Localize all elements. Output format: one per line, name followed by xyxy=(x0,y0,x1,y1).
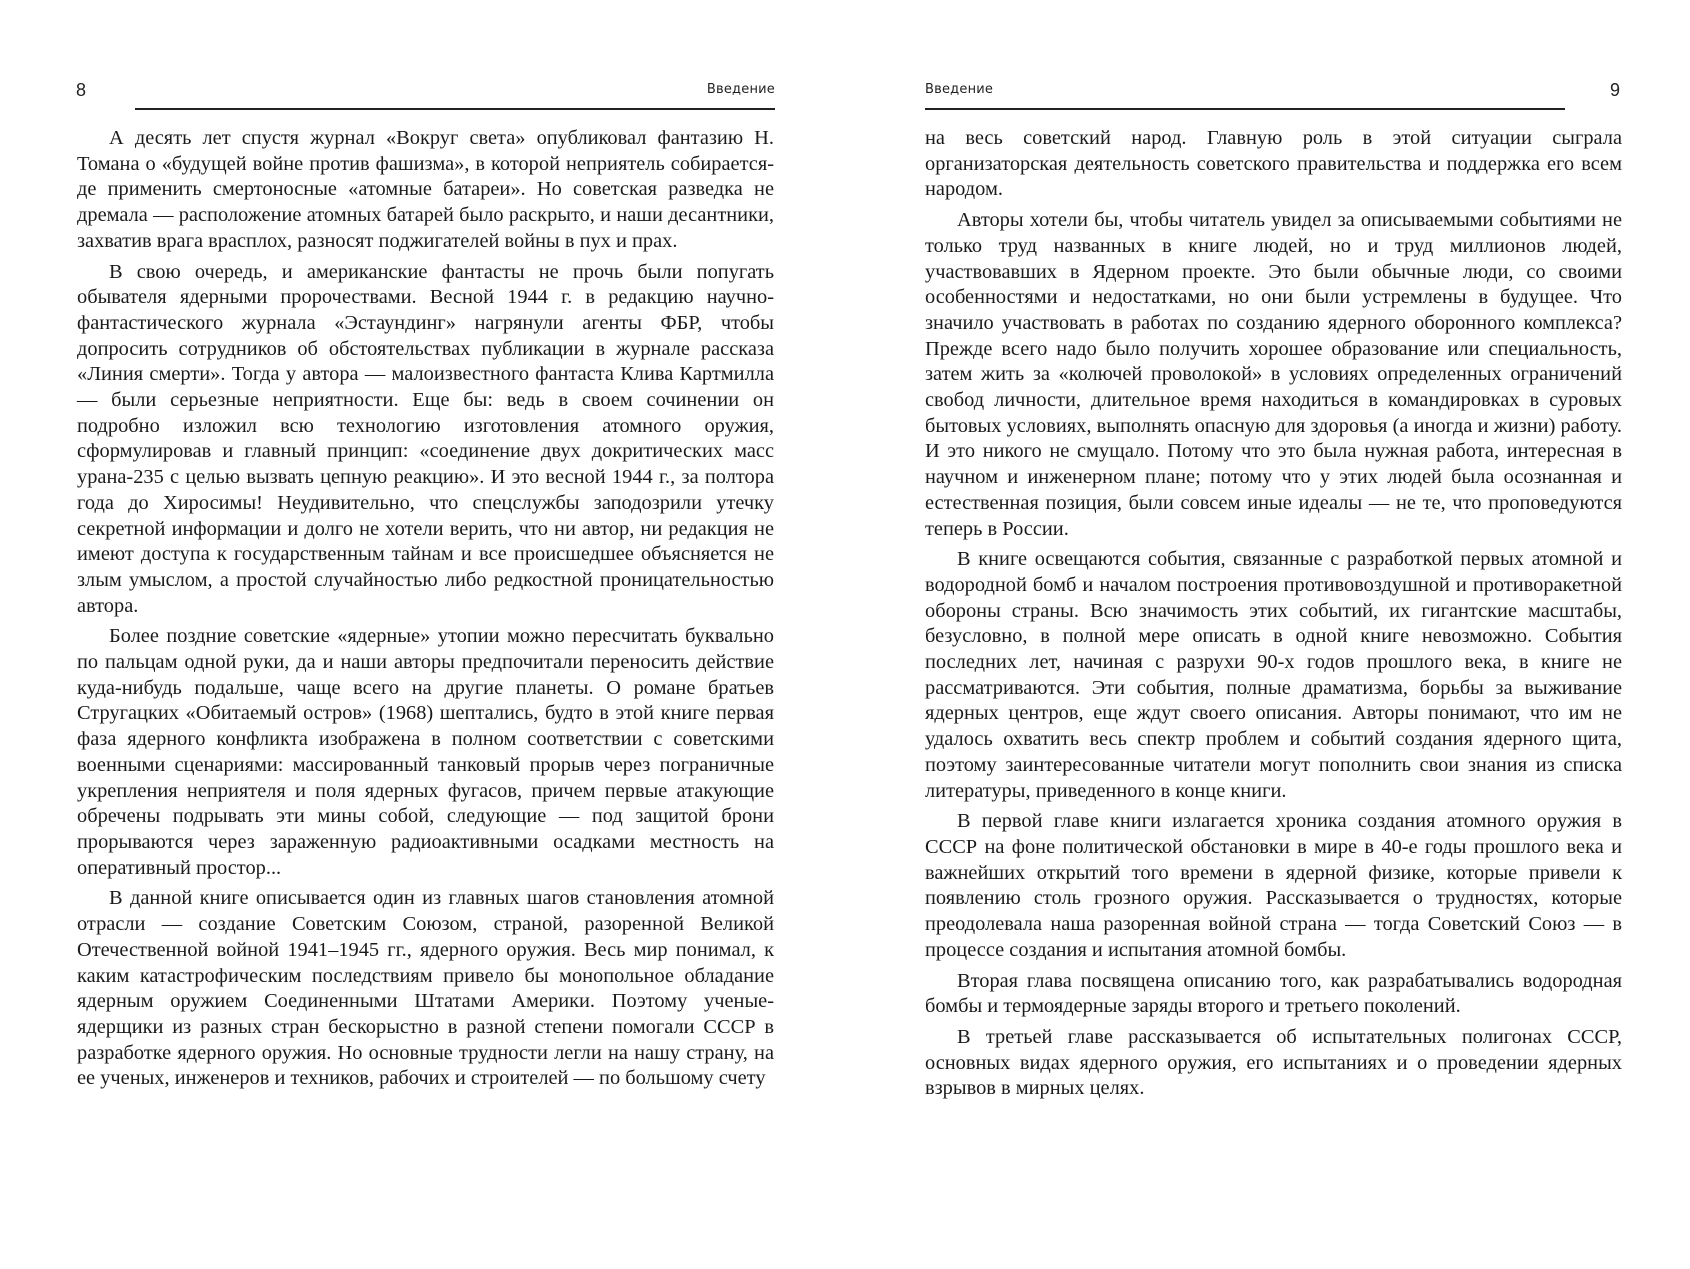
right-body-text xyxy=(925,126,1622,1107)
left-header-rule xyxy=(135,108,775,110)
right-page-number: 9 xyxy=(1609,80,1620,100)
paragraph: Вторая глава посвящена описанию того, как разрабатывались водородная бомбы и термоядерные заряды второго и третьего поколений. xyxy=(925,969,1622,1018)
right-running-head: Введение xyxy=(925,82,994,97)
paragraph: Авторы хотели бы, чтобы читатель увидел за описываемыми событиями не только труд названных в книге людей, но и труд миллионов людей, участвовавших в Ядерном проекте. Это были обычные люди, со своими особенностями и недостатками, но они были устремлены в будущее. Что значило участвовать в работах по созданию ядерного оборонного комплекса? Прежде всего надо было получить хорошее образование или специальность, затем жить за «колючей проволокой» в условиях определенных ограничений свобод личности, длительное время находиться в командировках в суровых бытовых условиях, выполнять опасную для здоровья (а иногда и жизни) работу. И это никого не смущало. Потому что это была нужная работа, интересная в научном и инженерном плане; потому что у этих людей была осознанная и естественная позиция, были совсем иные идеалы — не те, что проповедуются теперь в России. xyxy=(925,209,1622,540)
paragraph: В третьей главе рассказывается об испытательных полигонах СССР, основных видах ядерного оружия, его испытаниях и о проведении ядерных взрывов в мирных целях. xyxy=(925,1025,1622,1100)
paragraph: Более поздние советские «ядерные» утопии можно пересчитать буквально по пальцам одной руки, да и наши авторы предпочитали переносить действие куда-нибудь подальше, чаще всего на другие планеты. О романе братьев Стругацких «Обитаемый остров» (1968) шептались, будто в этой книге первая фаза ядерного конфликта изображена в полном соответствии с советскими военными сценариями: массированный танковый прорыв через пограничные укрепления неприятеля и поля ядерных фугасов, причем первые атакующие обречены подрывать эти мины собой, следующие — под защитой брони прорываются через зараженную радиоактивными осадками местность на оперативный простор... xyxy=(77,625,774,879)
right-page xyxy=(845,0,1690,1269)
paragraph: В данной книге описывается один из главных шагов становления атомной отрасли — создание Советским Союзом, страной, разоренной Великой Отечественной войной 1941–1945 гг., ядерного оружия. Весь мир понимал, к каким катастрофическим последствиям привело бы монопольное обладание ядерным оружием Соединенными Штатами Америки. Поэтому ученые-ядерщики из разных стран бескорыстно в разной степени помогали СССР в разработке ядерного оружия. Но основные трудности легли на нашу страну, на ее ученых, инженеров и техников, рабочих и строителей — по большому счету xyxy=(77,887,774,1090)
left-body-text xyxy=(77,126,774,1097)
left-page-number: 8 xyxy=(76,80,87,100)
paragraph: А десять лет спустя журнал «Вокруг света» опубликовал фантазию Н. Томана о «будущей войне против фашизма», в которой неприятель собирается-де применить смертоносные «атомные батареи». Но советская разведка не дремала — расположение атомных батарей было раскрыто, и наши десантники, захватив врага врасплох, разносят поджигателей войны в пух и прах. xyxy=(77,127,774,252)
paragraph: В свою очередь, и американские фантасты не прочь были попугать обывателя ядерными пророчествами. Весной 1944 г. в редакцию научно-фантастического журнала «Эстаундинг» нагрянули агенты ФБР, чтобы допросить сотрудников об обстоятельствах публикации в журнале рассказа «Линия смерти». Тогда у автора — малоизвестного фантаста Клива Картмилла — были серьезные неприятности. Еще бы: ведь в своем сочинении он подробно изложил всю технологию изготовления атомного оружия, сформулировав и главный принцип: «соединение двух докритических масс урана-235 с целью вызвать цепную реакцию». И это весной 1944 г., за полтора года до Хиросимы! Неудивительно, что спецслужбы заподозрили утечку секретной информации и долго не хотели верить, что ни автор, ни редакция не имеют доступа к государственным тайнам и все происшедшее объясняется не злым умыслом, а простой случайностью либо редкостной проницательностью автора. xyxy=(77,260,774,617)
paragraph: В первой главе книги излагается хроника создания атомного оружия в СССР на фоне политической обстановки в мире в 40-е годы прошлого века и важнейших открытий того времени в ядерной физике, которые привели к появлению столь грозного оружия. Рассказывается о трудностях, которые преодолевала наша разоренная войной страна — тогда Советский Союз — в процессе создания и испытания атомной бомбы. xyxy=(925,810,1622,961)
left-running-head: Введение xyxy=(706,82,775,97)
continued-paragraph: на весь советский народ. Главную роль в этой ситуации сыграла организаторская деятельность советского правительства и поддержка его всем народом. xyxy=(925,127,1622,201)
right-header-rule xyxy=(925,108,1565,110)
paragraph: В книге освещаются события, связанные с разработкой первых атомной и водородной бомб и началом построения противовоздушной и противоракетной обороны страны. Всю значимость этих событий, их гигантские масштабы, безусловно, в полной мере описать в одной книге невозможно. События последних лет, начиная с разрухи 90-х годов прошлого века, в книге не рассматриваются. Эти события, полные драматизма, борьбы за выживание ядерных центров, еще ждут своего описания. Авторы понимают, что им не удалось охватить весь спектр проблем и событий создания ядерного щита, поэтому заинтересованные читатели могут пополнить свои знания из списка литературы, приведенного в конце книги. xyxy=(925,548,1622,802)
